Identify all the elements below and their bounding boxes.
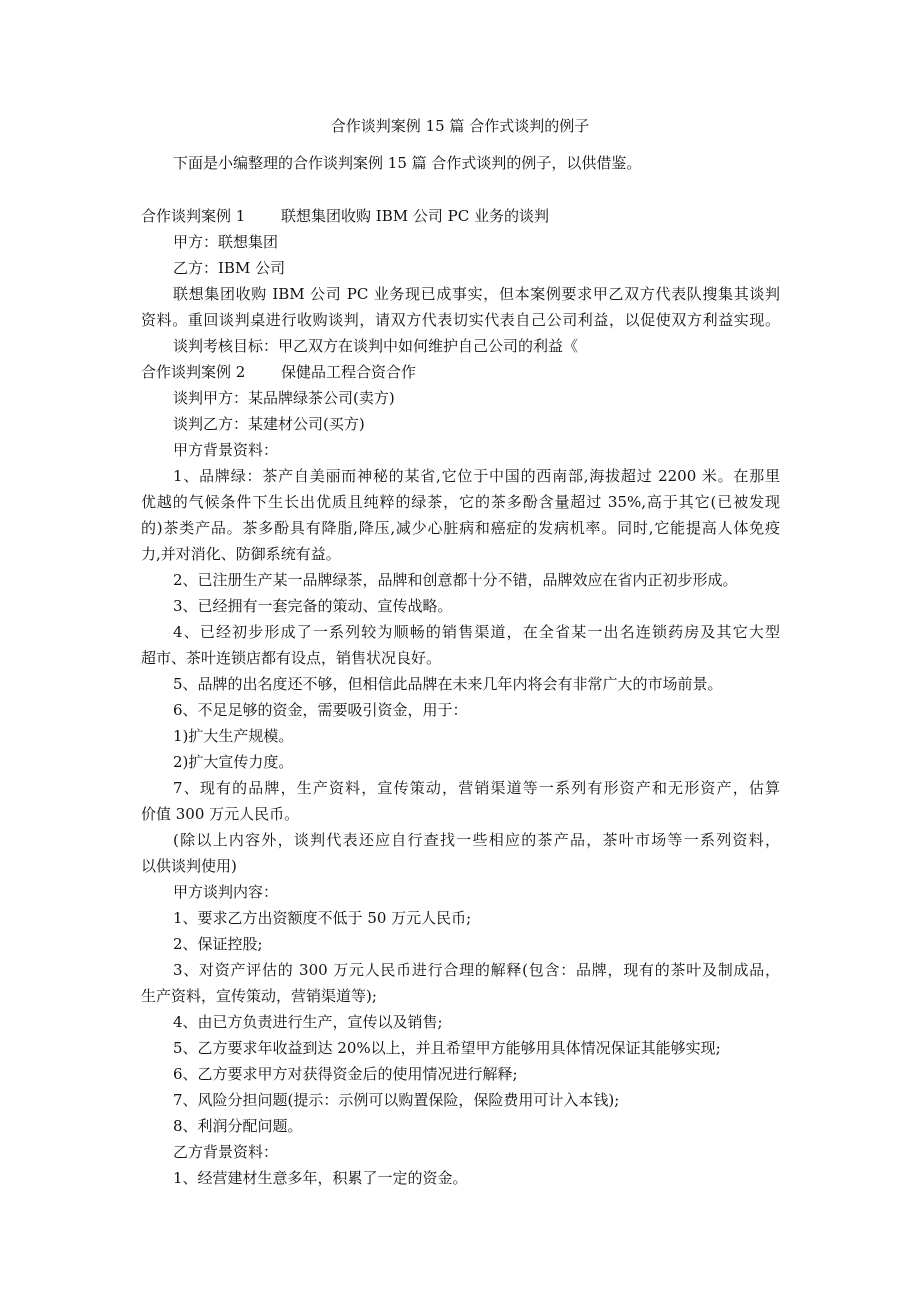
case2-heading-number: 合作谈判案例 2 — [141, 363, 246, 381]
document-title: 合作谈判案例 15 篇 合作式谈判的例子 — [330, 117, 590, 135]
a-background-note: (除以上内容外，谈判代表还应自行查找一些相应的茶产品，茶叶市场等一系列资料， — [173, 831, 780, 849]
case1-desc-line: 资料。重回谈判桌进行收购谈判，请双方代表切实代表自己公司利益，以促使双方利益实现。 — [141, 311, 780, 329]
a-background-item-5: 5、品牌的出名度还不够，但相信此品牌在未来几年内将会有非常广大的市场前景。 — [173, 675, 723, 693]
case1-heading-number: 合作谈判案例 1 — [141, 207, 246, 225]
case1-goal: 谈判考核目标：甲乙双方在谈判中如何维护自己公司的利益《 — [173, 337, 579, 355]
a-content-item-4: 4、由已方负责进行生产，宣传以及销售; — [173, 1013, 443, 1031]
a-content-item-2: 2、保证控股; — [173, 935, 263, 953]
a-background-item-7: 7、现有的品牌，生产资料，宣传策动，营销渠道等一系列有形资产和无形资产，估算 — [173, 779, 780, 797]
a-background-item-2: 2、已注册生产某一品牌绿茶，品牌和创意都十分不错，品牌效应在省内正初步形成。 — [173, 571, 738, 589]
case2-party-b: 谈判乙方：某建材公司(买方) — [173, 415, 365, 433]
a-background-item-4: 4、已经初步形成了一系列较为顺畅的销售渠道，在全省某一出名连锁药房及其它大型 — [173, 623, 780, 641]
a-background-item-1: 优越的气候条件下生长出优质且纯粹的绿茶，它的茶多酚含量超过 35%,高于其它(已被发现 — [141, 493, 780, 511]
case2-party-a: 谈判甲方：某品牌绿茶公司(卖方) — [173, 389, 395, 407]
case2-heading — [141, 362, 416, 382]
a-content-item-3: 3、对资产评估的 300 万元人民币进行合理的解释(包含：品牌，现有的茶叶及制成品， — [173, 961, 780, 979]
case1-heading-title: 联想集团收购 IBM 公司 PC 业务的谈判 — [281, 207, 549, 225]
a-background-item-4: 超市、茶叶连锁店都有设点，销售状况良好。 — [141, 649, 442, 667]
a-background-item-1: 力,并对消化、防御系统有益。 — [141, 545, 341, 563]
a-background-item-6-sub: 2)扩大宣传力度。 — [173, 753, 294, 771]
case1-heading — [141, 206, 549, 226]
a-content-label: 甲方谈判内容： — [173, 883, 279, 901]
a-content-item-7: 7、风险分担问题(提示：示例可以购置保险，保险费用可计入本钱); — [173, 1091, 620, 1109]
a-content-item-3: 生产资料，宣传策动，营销渠道等); — [141, 987, 377, 1005]
a-content-item-8: 8、利润分配问题。 — [173, 1117, 303, 1135]
case1-party-a: 甲方：联想集团 — [173, 233, 279, 251]
b-background-label: 乙方背景资料： — [173, 1143, 279, 1161]
a-background-item-3: 3、已经拥有一套完备的策动、宣传战略。 — [173, 597, 453, 615]
case2-a-background-label: 甲方背景资料： — [173, 441, 279, 459]
a-background-item-6: 6、不足足够的资金，需要吸引资金，用于： — [173, 701, 468, 719]
case1-party-b: 乙方：IBM 公司 — [173, 259, 286, 277]
case1-desc-line: 联想集团收购 IBM 公司 PC 业务现已成事实，但本案例要求甲乙双方代表队搜集其谈判 — [173, 285, 780, 303]
intro-paragraph: 下面是小编整理的合作谈判案例 15 篇 合作式谈判的例子，以供借鉴。 — [173, 154, 642, 172]
a-background-item-1: 的)茶类产品。茶多酚具有降脂,降压,减少心脏病和癌症的发病机率。同时,它能提高人体免疫 — [141, 519, 780, 537]
a-background-item-7: 价值 300 万元人民币。 — [141, 805, 300, 823]
b-background-item-1: 1、经营建材生意多年，积累了一定的资金。 — [173, 1169, 468, 1187]
a-content-item-5: 5、乙方要求年收益到达 20%以上，并且希望甲方能够用具体情况保证其能够实现; — [173, 1039, 721, 1057]
a-background-item-1: 1、品牌绿：茶产自美丽而神秘的某省,它位于中国的西南部,海拔超过 2200 米。在那里 — [173, 467, 780, 485]
a-content-item-6: 6、乙方要求甲方对获得资金后的使用情况进行解释; — [173, 1065, 518, 1083]
case2-heading-title: 保健品工程合资合作 — [281, 363, 417, 381]
a-background-note: 以供谈判使用) — [141, 857, 237, 875]
a-content-item-1: 1、要求乙方出资额度不低于 50 万元人民币; — [173, 909, 472, 927]
a-background-item-6-sub: 1)扩大生产规模。 — [173, 727, 294, 745]
